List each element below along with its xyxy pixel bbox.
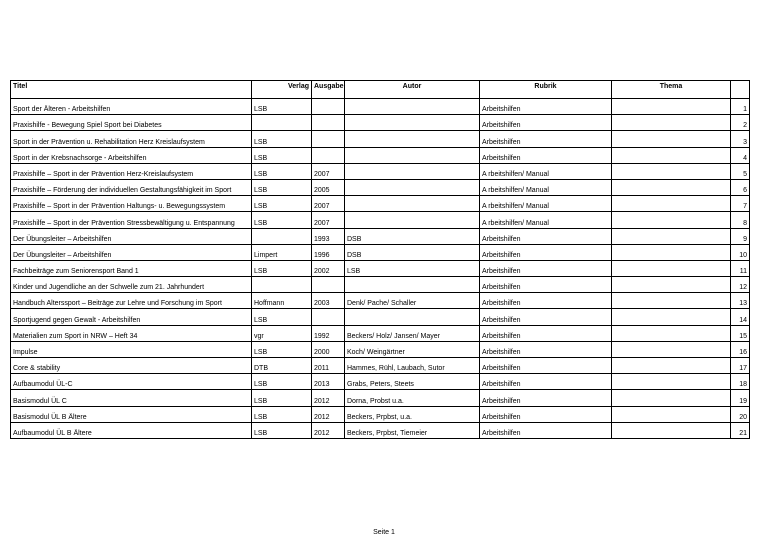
cell-verlag: LSB <box>252 99 312 115</box>
cell-thema <box>612 147 731 163</box>
table-row <box>11 293 750 309</box>
cell-titel: Aufbaumodul ÜL-C <box>11 374 252 390</box>
cell-titel: Praxishilfe – Sport in der Prävention Herz-Kreislaufsystem <box>11 163 252 179</box>
cell-verlag: LSB <box>252 196 312 212</box>
cell-autor: LSB <box>345 260 480 276</box>
header-nr <box>731 81 750 99</box>
cell-verlag: LSB <box>252 163 312 179</box>
cell-titel: Sportjugend gegen Gewalt - Arbeitshilfen <box>11 309 252 325</box>
cell-thema <box>612 341 731 357</box>
cell-nr: 12 <box>731 277 750 293</box>
cell-ausgabe <box>312 115 345 131</box>
cell-nr: 16 <box>731 341 750 357</box>
cell-rubrik: Arbeitshilfen <box>480 293 612 309</box>
cell-thema <box>612 244 731 260</box>
cell-verlag: LSB <box>252 309 312 325</box>
table-row <box>11 244 750 260</box>
cell-thema <box>612 99 731 115</box>
cell-titel: Praxishilfe - Bewegung Spiel Sport bei Diabetes <box>11 115 252 131</box>
cell-titel: Sport in der Prävention u. Rehabilitation Herz Kreislaufsystem <box>11 131 252 147</box>
header-ausgabe: Ausgabe <box>312 81 345 99</box>
header-row <box>11 81 750 99</box>
cell-titel: Sport der Älteren - Arbeitshilfen <box>11 99 252 115</box>
cell-rubrik: Arbeitshilfen <box>480 358 612 374</box>
cell-thema <box>612 115 731 131</box>
cell-rubrik: Arbeitshilfen <box>480 406 612 422</box>
header-autor: Autor <box>345 81 480 99</box>
table-row <box>11 406 750 422</box>
cell-autor: DSB <box>345 244 480 260</box>
cell-autor: Beckers, Prpbst, u.a. <box>345 406 480 422</box>
cell-autor: Grabs, Peters, Steets <box>345 374 480 390</box>
cell-autor: Beckers, Prpbst, Tiemeier <box>345 422 480 438</box>
table-row <box>11 260 750 276</box>
cell-nr: 7 <box>731 196 750 212</box>
cell-autor <box>345 309 480 325</box>
cell-verlag: LSB <box>252 390 312 406</box>
table-row <box>11 341 750 357</box>
cell-thema <box>612 163 731 179</box>
cell-rubrik: Arbeitshilfen <box>480 244 612 260</box>
table-row <box>11 422 750 438</box>
cell-nr: 14 <box>731 309 750 325</box>
cell-titel: Der Übungsleiter – Arbeitshilfen <box>11 244 252 260</box>
cell-ausgabe: 2007 <box>312 196 345 212</box>
cell-titel: Impulse <box>11 341 252 357</box>
table-body <box>11 99 750 439</box>
table-row <box>11 212 750 228</box>
cell-ausgabe <box>312 309 345 325</box>
cell-rubrik: A rbeitshilfen/ Manual <box>480 163 612 179</box>
cell-rubrik: A rbeitshilfen/ Manual <box>480 179 612 195</box>
catalog-table <box>10 80 750 439</box>
cell-ausgabe <box>312 131 345 147</box>
cell-rubrik: Arbeitshilfen <box>480 228 612 244</box>
cell-nr: 9 <box>731 228 750 244</box>
cell-rubrik: Arbeitshilfen <box>480 390 612 406</box>
header-rubrik: Rubrik <box>480 81 612 99</box>
cell-titel: Fachbeiträge zum Seniorensport Band 1 <box>11 260 252 276</box>
cell-autor <box>345 179 480 195</box>
cell-nr: 4 <box>731 147 750 163</box>
cell-thema <box>612 293 731 309</box>
cell-ausgabe: 1996 <box>312 244 345 260</box>
table-row <box>11 358 750 374</box>
cell-autor <box>345 99 480 115</box>
cell-titel: Materialien zum Sport in NRW – Heft 34 <box>11 325 252 341</box>
cell-nr: 8 <box>731 212 750 228</box>
cell-titel: Basismodul ÜL C <box>11 390 252 406</box>
cell-titel: Basismodul ÜL B Ältere <box>11 406 252 422</box>
table-row <box>11 147 750 163</box>
cell-ausgabe: 2007 <box>312 212 345 228</box>
cell-rubrik: Arbeitshilfen <box>480 147 612 163</box>
cell-titel: Kinder und Jugendliche an der Schwelle zum 21. Jahrhundert <box>11 277 252 293</box>
cell-titel: Aufbaumodul ÜL B Ältere <box>11 422 252 438</box>
table-row <box>11 325 750 341</box>
cell-autor <box>345 131 480 147</box>
cell-ausgabe: 2012 <box>312 422 345 438</box>
cell-titel: Core & stability <box>11 358 252 374</box>
cell-nr: 1 <box>731 99 750 115</box>
cell-nr: 3 <box>731 131 750 147</box>
table-row <box>11 115 750 131</box>
cell-thema <box>612 325 731 341</box>
header-verlag: Verlag <box>252 81 312 99</box>
cell-nr: 11 <box>731 260 750 276</box>
cell-thema <box>612 196 731 212</box>
cell-autor <box>345 147 480 163</box>
cell-nr: 13 <box>731 293 750 309</box>
cell-autor <box>345 212 480 228</box>
cell-rubrik: Arbeitshilfen <box>480 99 612 115</box>
cell-verlag: LSB <box>252 422 312 438</box>
cell-verlag: LSB <box>252 131 312 147</box>
cell-verlag: LSB <box>252 212 312 228</box>
cell-thema <box>612 374 731 390</box>
cell-rubrik: Arbeitshilfen <box>480 115 612 131</box>
cell-autor <box>345 115 480 131</box>
cell-thema <box>612 179 731 195</box>
cell-thema <box>612 309 731 325</box>
cell-nr: 21 <box>731 422 750 438</box>
cell-ausgabe: 2007 <box>312 163 345 179</box>
cell-titel: Sport in der Krebsnachsorge - Arbeitshilfen <box>11 147 252 163</box>
cell-ausgabe <box>312 277 345 293</box>
cell-verlag: DTB <box>252 358 312 374</box>
cell-ausgabe <box>312 99 345 115</box>
table-row <box>11 99 750 115</box>
cell-titel: Praxishilfe – Förderung der individuellen Gestaltungsfähigkeit im Sport <box>11 179 252 195</box>
cell-thema <box>612 277 731 293</box>
cell-nr: 15 <box>731 325 750 341</box>
cell-thema <box>612 390 731 406</box>
cell-ausgabe: 2012 <box>312 390 345 406</box>
table-row <box>11 390 750 406</box>
cell-rubrik: A rbeitshilfen/ Manual <box>480 196 612 212</box>
cell-verlag <box>252 277 312 293</box>
cell-rubrik: Arbeitshilfen <box>480 260 612 276</box>
cell-verlag: LSB <box>252 260 312 276</box>
cell-thema <box>612 406 731 422</box>
cell-autor: Beckers/ Holz/ Jansen/ Mayer <box>345 325 480 341</box>
cell-thema <box>612 260 731 276</box>
cell-verlag <box>252 228 312 244</box>
cell-titel: Praxishilfe – Sport in der Prävention Stressbewältigung u. Entspannung <box>11 212 252 228</box>
cell-ausgabe: 2002 <box>312 260 345 276</box>
cell-rubrik: Arbeitshilfen <box>480 422 612 438</box>
cell-thema <box>612 212 731 228</box>
cell-rubrik: Arbeitshilfen <box>480 277 612 293</box>
cell-verlag: LSB <box>252 374 312 390</box>
cell-autor: Denk/ Pache/ Schaller <box>345 293 480 309</box>
cell-nr: 5 <box>731 163 750 179</box>
cell-ausgabe: 2000 <box>312 341 345 357</box>
cell-nr: 10 <box>731 244 750 260</box>
cell-rubrik: Arbeitshilfen <box>480 325 612 341</box>
cell-ausgabe: 1992 <box>312 325 345 341</box>
cell-autor <box>345 196 480 212</box>
cell-ausgabe: 1993 <box>312 228 345 244</box>
cell-autor <box>345 277 480 293</box>
cell-thema <box>612 358 731 374</box>
cell-thema <box>612 131 731 147</box>
cell-nr: 19 <box>731 390 750 406</box>
header-thema: Thema <box>612 81 731 99</box>
cell-rubrik: A rbeitshilfen/ Manual <box>480 212 612 228</box>
cell-rubrik: Arbeitshilfen <box>480 309 612 325</box>
table-row <box>11 196 750 212</box>
cell-titel: Handbuch Alterssport – Beiträge zur Lehre und Forschung im Sport <box>11 293 252 309</box>
table-row <box>11 374 750 390</box>
cell-autor: Dorna, Probst u.a. <box>345 390 480 406</box>
cell-thema <box>612 422 731 438</box>
table-row <box>11 277 750 293</box>
table-row <box>11 228 750 244</box>
cell-verlag: vgr <box>252 325 312 341</box>
header-titel: Titel <box>11 81 252 99</box>
cell-ausgabe: 2012 <box>312 406 345 422</box>
cell-verlag: Hoffmann <box>252 293 312 309</box>
table-header <box>11 81 750 99</box>
table-row <box>11 179 750 195</box>
table-row <box>11 309 750 325</box>
cell-verlag: LSB <box>252 406 312 422</box>
table-row <box>11 131 750 147</box>
cell-rubrik: Arbeitshilfen <box>480 341 612 357</box>
cell-ausgabe: 2003 <box>312 293 345 309</box>
cell-autor: DSB <box>345 228 480 244</box>
cell-nr: 6 <box>731 179 750 195</box>
cell-autor: Koch/ Weingärtner <box>345 341 480 357</box>
cell-nr: 2 <box>731 115 750 131</box>
cell-nr: 20 <box>731 406 750 422</box>
cell-rubrik: Arbeitshilfen <box>480 131 612 147</box>
cell-verlag: LSB <box>252 147 312 163</box>
page-footer: Seite 1 <box>373 529 395 536</box>
cell-autor <box>345 163 480 179</box>
cell-thema <box>612 228 731 244</box>
cell-rubrik: Arbeitshilfen <box>480 374 612 390</box>
cell-ausgabe: 2013 <box>312 374 345 390</box>
cell-verlag: LSB <box>252 179 312 195</box>
cell-nr: 18 <box>731 374 750 390</box>
cell-ausgabe <box>312 147 345 163</box>
cell-nr: 17 <box>731 358 750 374</box>
cell-titel: Der Übungsleiter – Arbeitshilfen <box>11 228 252 244</box>
cell-titel: Praxishilfe – Sport in der Prävention Haltungs- u. Bewegungssystem <box>11 196 252 212</box>
cell-verlag: Limpert <box>252 244 312 260</box>
cell-ausgabe: 2005 <box>312 179 345 195</box>
cell-ausgabe: 2011 <box>312 358 345 374</box>
table-row <box>11 163 750 179</box>
cell-verlag: LSB <box>252 341 312 357</box>
cell-verlag <box>252 115 312 131</box>
cell-autor: Hammes, Rühl, Laubach, Sutor <box>345 358 480 374</box>
